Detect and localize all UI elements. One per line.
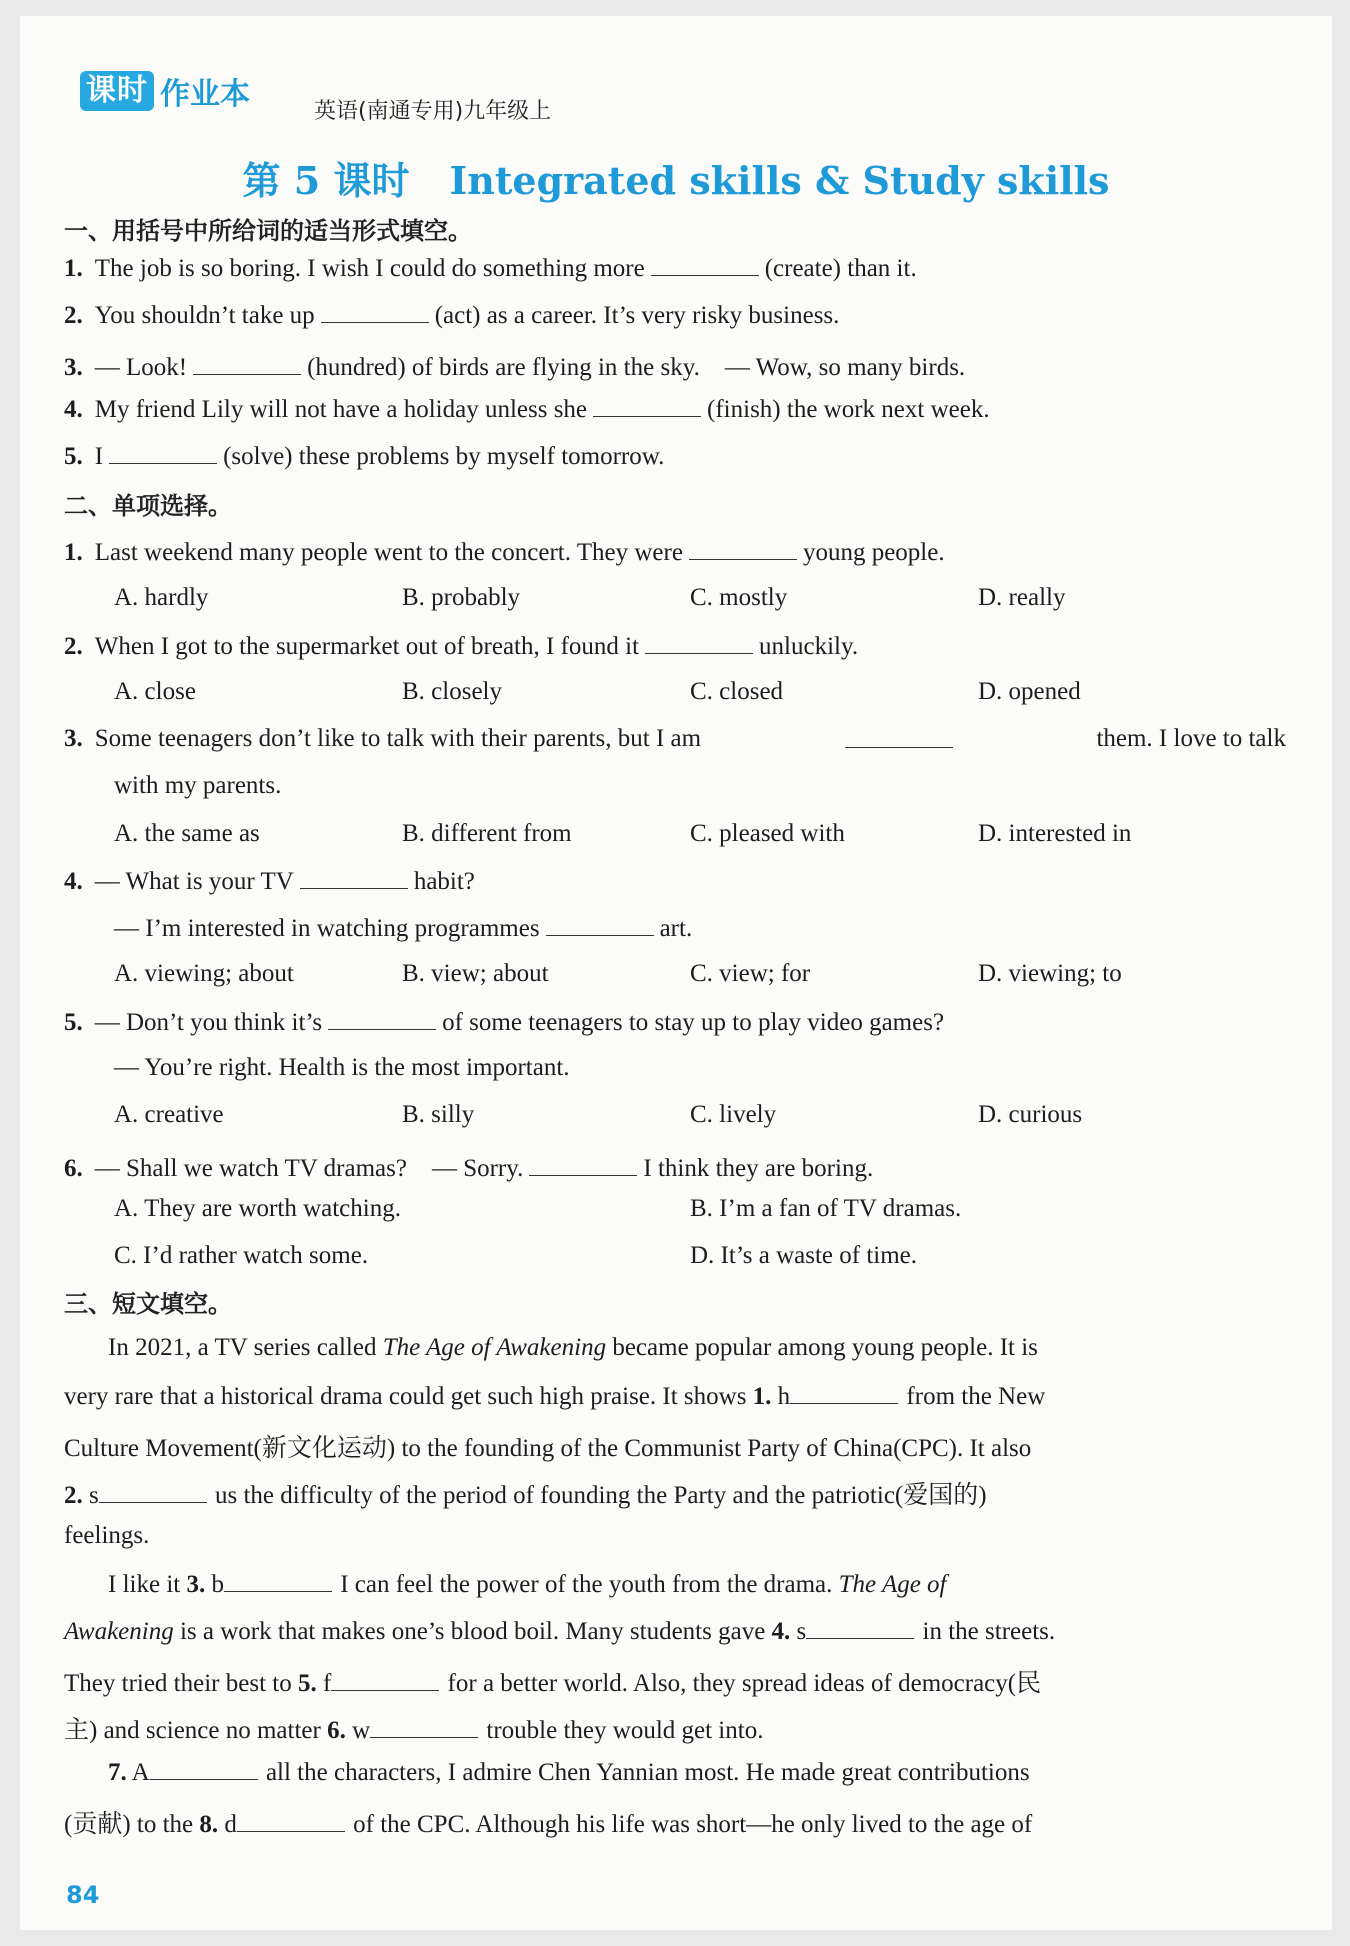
option-b[interactable]: B. closely [402,678,502,705]
s2-question-6: 6. — Shall we watch TV dramas? — Sorry. I think they are boring. [64,1155,874,1182]
answer-blank[interactable] [645,631,753,654]
option-c[interactable]: C. I’d rather watch some. [114,1242,369,1269]
option-d[interactable]: D. viewing; to [978,960,1122,987]
option-d[interactable]: D. curious [978,1101,1083,1128]
passage-line: 2. s us the difficulty of the period of founding the Party and the patriotic(爱国的) [64,1482,987,1509]
s1-question-3: 3. — Look! (hundred) of birds are flying in the sky. — Wow, so many birds. [64,354,966,381]
passage-line: I like it 3. b I can feel the power of the youth from the drama. The Age of [108,1571,947,1598]
option-b[interactable]: B. different from [402,820,572,847]
s2-question-2: 2. When I got to the supermarket out of breath, I found it unluckily. [64,633,859,660]
answer-blank[interactable] [529,1153,637,1176]
option-d[interactable]: D. opened [978,678,1081,705]
section2-heading: 二、单项选择。 [64,492,232,520]
answer-blank[interactable] [321,300,429,323]
s2-question-5-line2: — You’re right. Health is the most important. [114,1054,570,1081]
option-c[interactable]: C. pleased with [690,820,845,847]
passage-line: (贡献) to the 8. d of the CPC. Although his life was short—he only lived to the age of [64,1811,1033,1838]
s1-question-5: 5. I (solve) these problems by myself tomorrow. [64,443,665,470]
s2-question-4: 4. — What is your TV habit? [64,868,475,895]
option-c[interactable]: C. lively [690,1101,777,1128]
lesson-title [20,150,1332,205]
s1-question-4: 4. My friend Lily will not have a holiday unless she (finish) the work next week. [64,396,990,423]
answer-blank[interactable] [370,1715,478,1738]
lesson-number: 第 5 课时 [242,158,410,203]
passage-line: In 2021, a TV series called The Age of Awakening became popular among young people. It is [108,1334,1038,1361]
answer-blank[interactable] [328,1007,436,1030]
answer-blank[interactable] [99,1480,207,1503]
option-b[interactable]: B. view; about [402,960,549,987]
passage-line: 主) and science no matter 6. w trouble they would get into. [64,1717,764,1744]
brand-logo [80,68,250,114]
s2-question-3-cont: with my parents. [114,772,282,799]
option-a[interactable]: A. close [114,678,196,705]
page-number: 84 [66,1881,100,1909]
option-b[interactable]: B. probably [402,584,521,611]
s2-question-4-line2: — I’m interested in watching programmes art. [114,915,693,942]
option-a[interactable]: A. They are worth watching. [114,1195,401,1222]
subject-label: 英语(南通专用)九年级上 [314,99,552,124]
section1-heading: 一、用括号中所给词的适当形式填空。 [64,217,472,245]
option-a[interactable]: A. creative [114,1101,224,1128]
option-b[interactable]: B. silly [402,1101,475,1128]
option-d[interactable]: D. It’s a waste of time. [690,1242,918,1269]
option-c[interactable]: C. view; for [690,960,811,987]
answer-blank[interactable] [150,1757,258,1780]
lesson-topic: Integrated skills & Study skills [449,158,1110,203]
option-a[interactable]: A. hardly [114,584,209,611]
answer-blank[interactable] [806,1616,914,1639]
passage-line: very rare that a historical drama could get such high praise. It shows 1. h from the New [64,1383,1046,1410]
passage-line: They tried their best to 5. f for a better world. Also, they spread ideas of democracy(民 [64,1670,1042,1697]
answer-blank[interactable] [224,1569,332,1592]
answer-blank[interactable] [300,866,408,889]
workbook-page [20,16,1332,1930]
passage-line: feelings. [64,1522,150,1549]
option-a[interactable]: A. viewing; about [114,960,294,987]
option-b[interactable]: B. I’m a fan of TV dramas. [690,1195,962,1222]
option-a[interactable]: A. the same as [114,820,260,847]
option-d[interactable]: D. really [978,584,1066,611]
section3-heading: 三、短文填空。 [64,1290,232,1318]
answer-blank[interactable] [109,441,217,464]
answer-blank[interactable] [689,537,797,560]
answer-blank[interactable] [237,1809,345,1832]
logo-box: 课时 [80,71,154,111]
option-d[interactable]: D. interested in [978,820,1132,847]
answer-blank[interactable] [790,1381,898,1404]
s2-question-1: 1. Last weekend many people went to the concert. They were young people. [64,539,945,566]
answer-blank[interactable] [331,1668,439,1691]
s1-question-2: 2. You shouldn’t take up (act) as a career. It’s very risky business. [64,302,840,329]
answer-blank[interactable] [546,913,654,936]
passage-line: Awakening is a work that makes one’s blood boil. Many students gave 4. s in the streets. [64,1618,1056,1645]
passage-line: 7. A all the characters, I admire Chen Yannian most. He made great contributions [108,1759,1030,1786]
option-c[interactable]: C. mostly [690,584,788,611]
s2-question-5: 5. — Don’t you think it’s of some teenagers to stay up to play video games? [64,1009,945,1036]
answer-blank[interactable] [845,725,953,748]
passage-line: Culture Movement(新文化运动) to the founding of the Communist Party of China(CPC). It also [64,1435,1032,1462]
answer-blank[interactable] [193,352,301,375]
answer-blank[interactable] [593,394,701,417]
option-c[interactable]: C. closed [690,678,784,705]
s1-question-1: 1. The job is so boring. I wish I could do something more (create) than it. [64,255,917,282]
answer-blank[interactable] [651,253,759,276]
logo-text: 作业本 [160,77,250,112]
s2-question-3: 3. Some teenagers don’t like to talk with their parents, but I am them. I love to talk [64,725,1286,752]
